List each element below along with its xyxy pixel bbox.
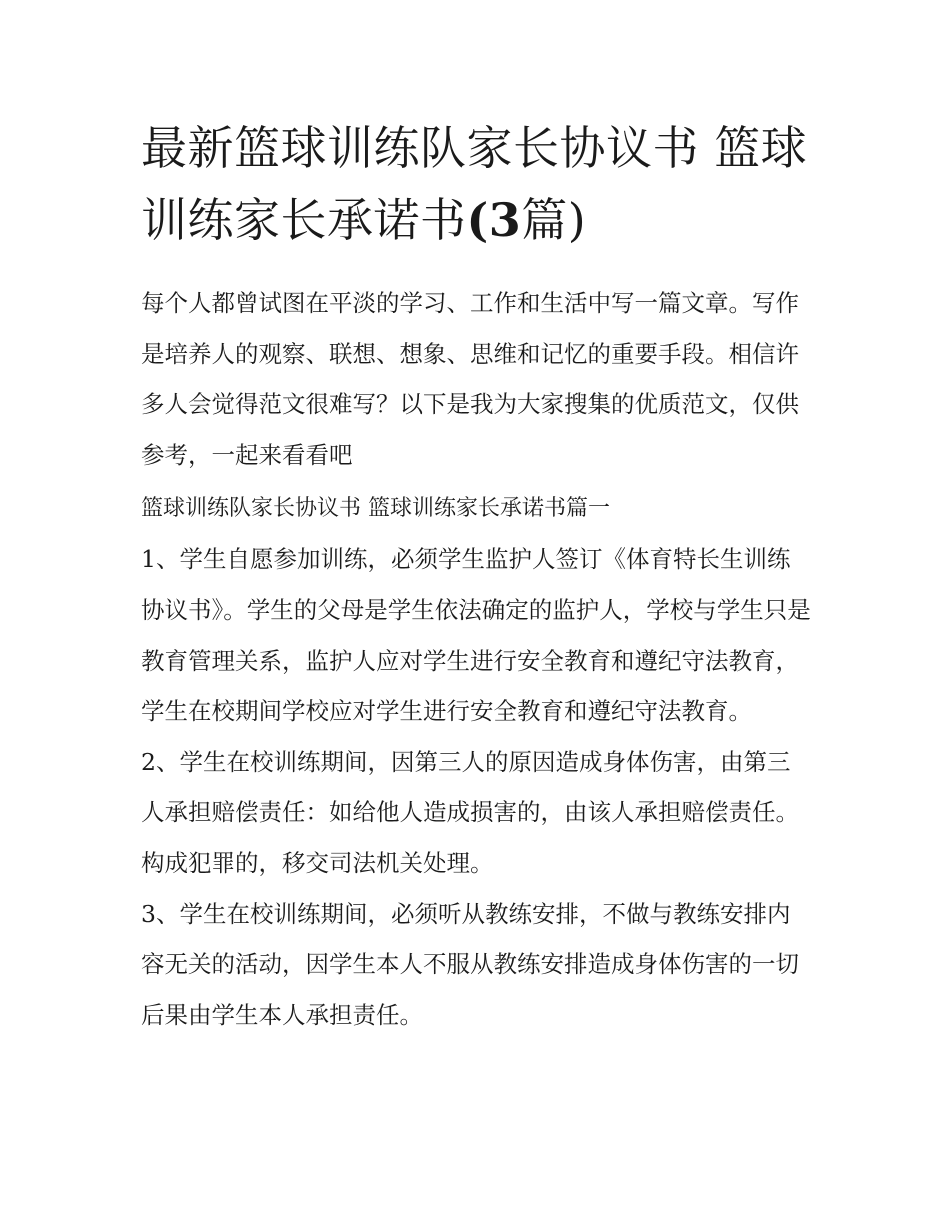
document-title: [141, 112, 813, 256]
title-text: 最新篮球训练队家长协议书 篮球训练家长承诺书: [141, 121, 808, 247]
title-paren-open: (: [466, 193, 489, 247]
section-heading: 篮球训练队家长协议书 篮球训练家长承诺书篇一: [141, 496, 610, 522]
title-text-end: 篇): [521, 193, 587, 247]
document-content: [141, 112, 813, 1040]
title-count: 3: [488, 193, 522, 247]
clause-item-2: 2、学生在校训练期间，因第三人的原因造成身体伤害，由第三人承担赔偿责任：如给他人造成损害的，由该人承担赔偿责任。构成犯罪的，移交司法机关处理。: [141, 747, 799, 877]
intro-paragraph: 每个人都曾试图在平淡的学习、工作和生活中写一篇文章。写作是培养人的观察、联想、想象、思维和记忆的重要手段。相信许多人会觉得范文很难写？以下是我为大家搜集的优质范文，仅供参考，一起来看看吧: [141, 289, 799, 469]
clause-item-1: 1、学生自愿参加训练，必须学生监护人签订《体育特长生训练协议书》。学生的父母是学生依法确定的监护人，学校与学生只是教育管理关系，监护人应对学生进行安全教育和遵纪守法教育，学生在校期间学校应对学生进行安全教育和遵纪守法教育。: [141, 545, 811, 726]
clause-item-3: 3、学生在校训练期间，必须听从教练安排，不做与教练安排内容无关的活动，因学生本人不服从教练安排造成身体伤害的一切后果由学生本人承担责任。: [141, 899, 799, 1029]
